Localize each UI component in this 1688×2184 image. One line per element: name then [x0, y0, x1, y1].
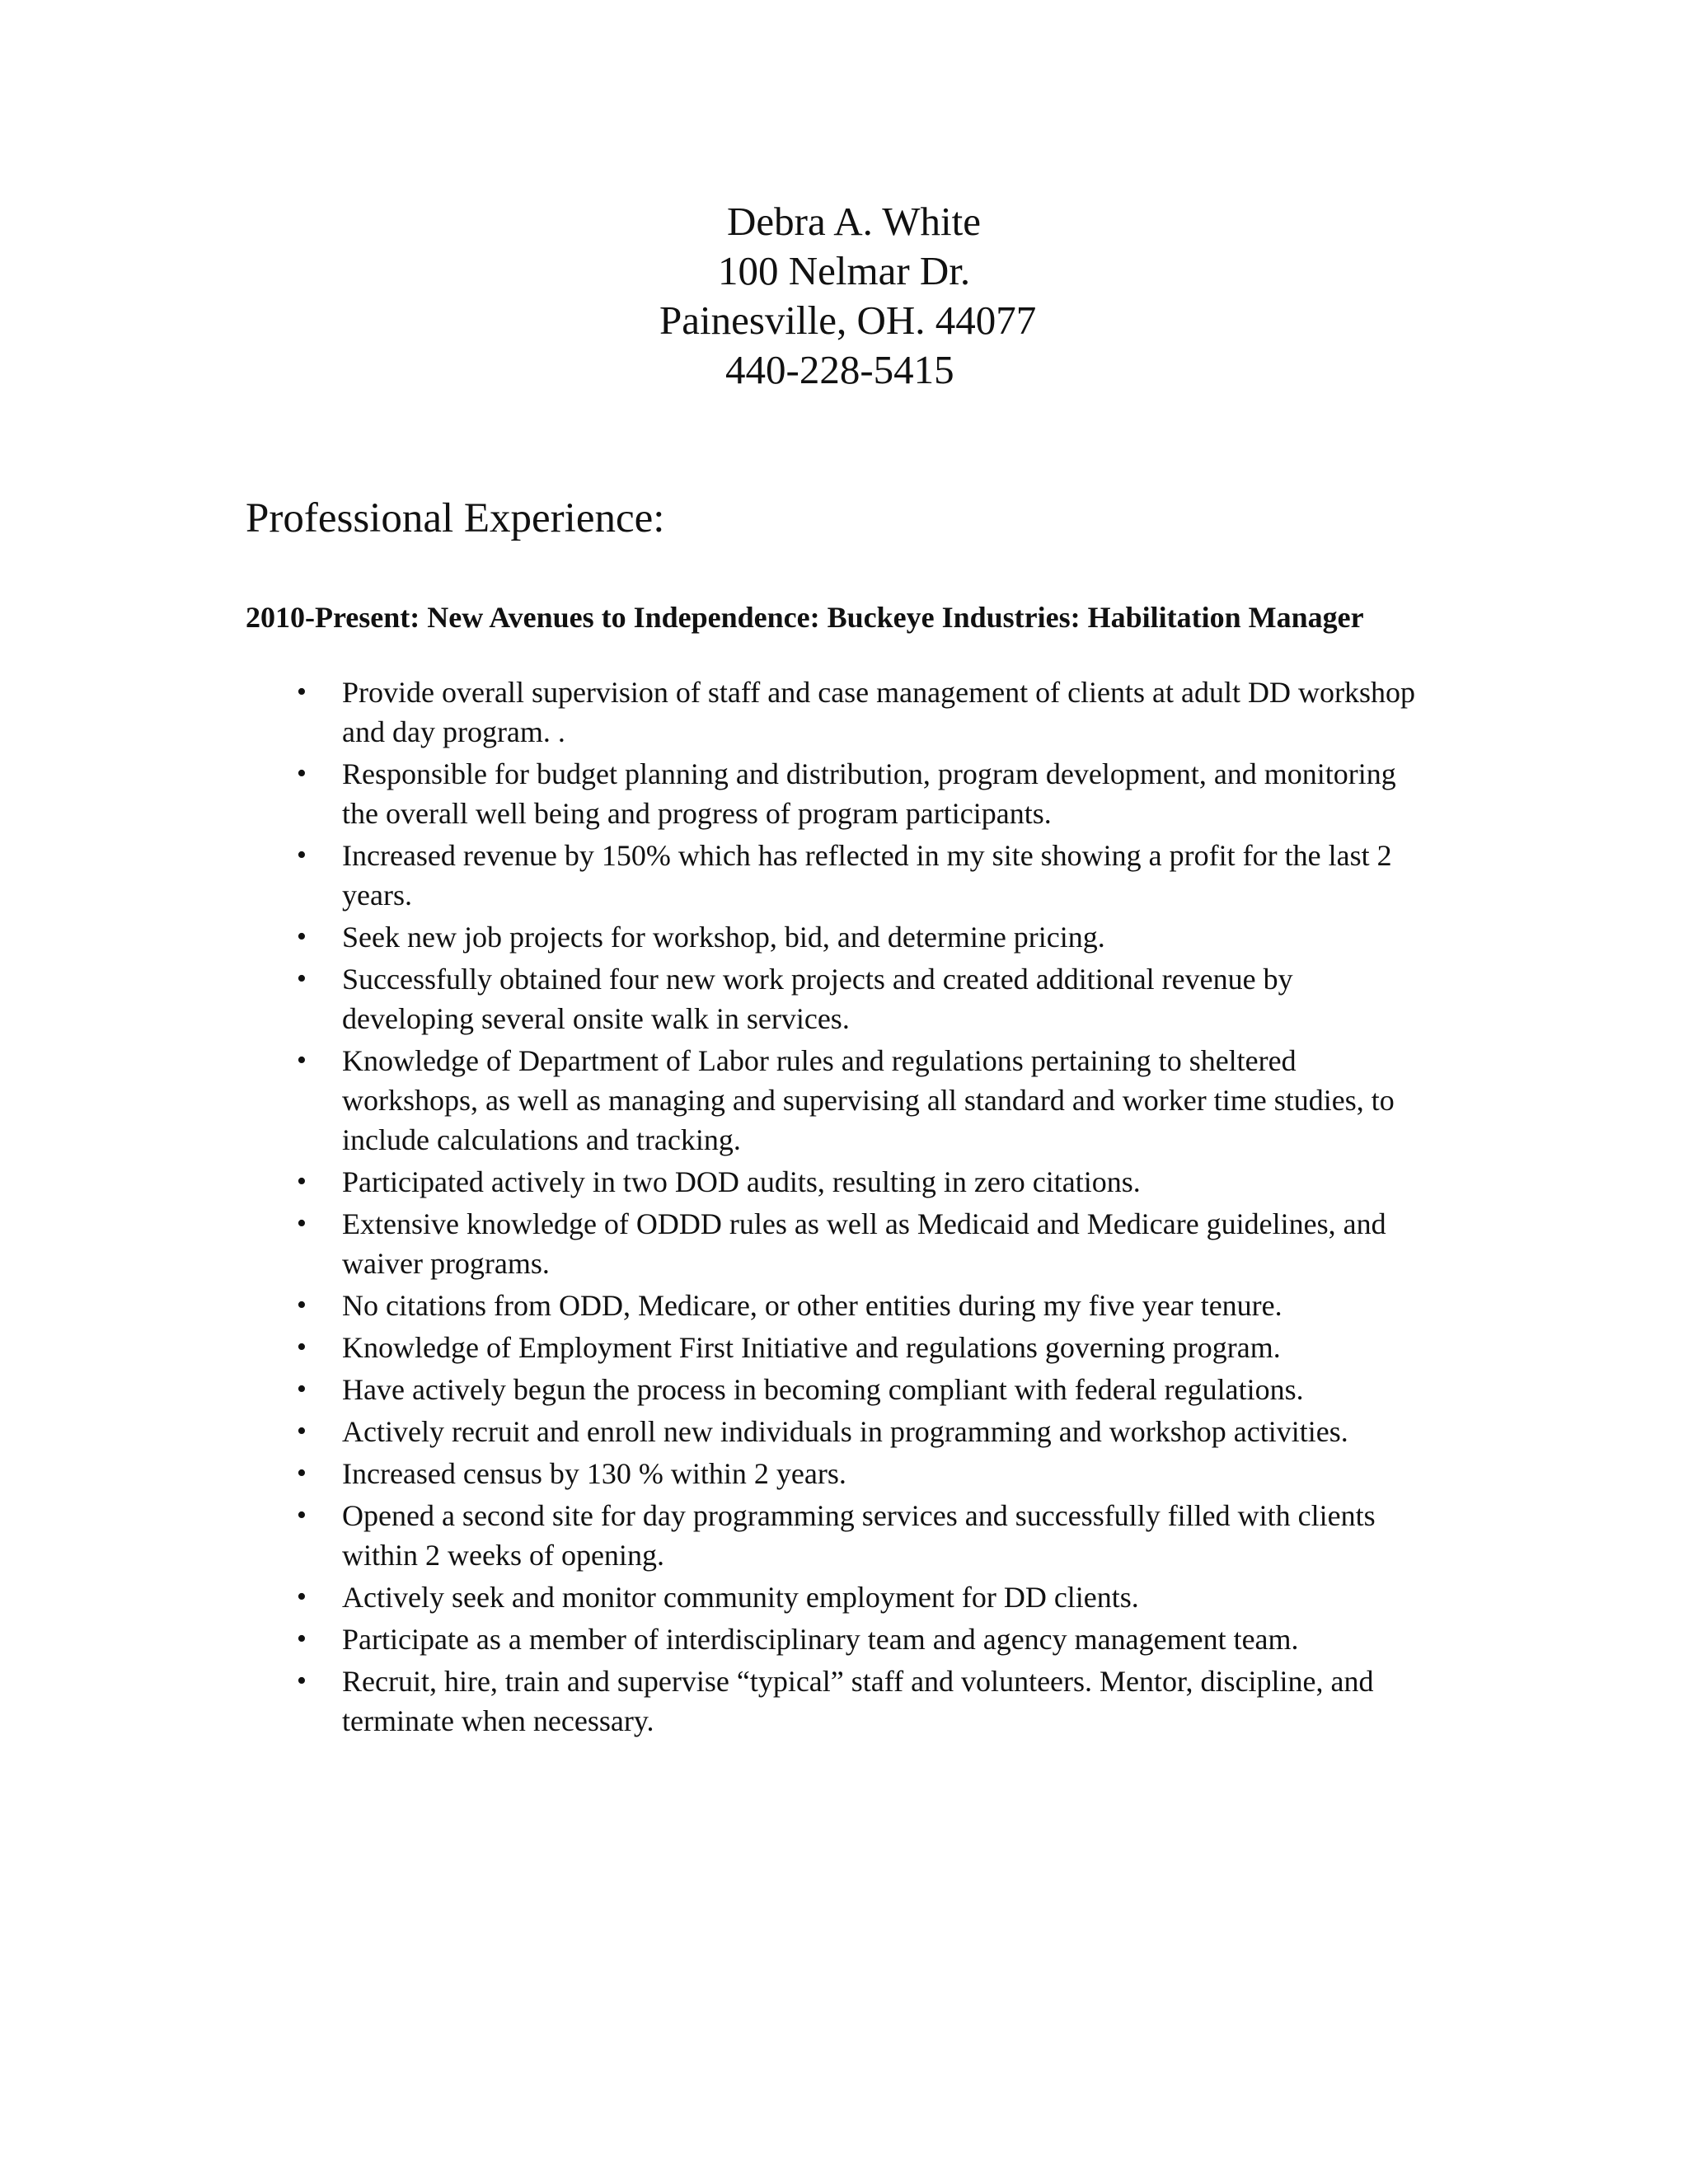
contact-phone: 440-228-5415 — [725, 347, 954, 392]
list-item — [0, 754, 1430, 833]
list-item — [0, 1577, 1430, 1617]
list-item — [0, 1412, 1430, 1451]
bullet-icon: • — [297, 840, 307, 870]
list-item-text: Actively recruit and enroll new individuals in programming and workshop activities. — [342, 1415, 1348, 1448]
bullet-icon: • — [297, 1332, 307, 1362]
list-item-text: Successfully obtained four new work projects and created additional revenue by developing several onsite walk in services. — [342, 963, 1293, 1035]
list-item-text: Knowledge of Employment First Initiative and regulations governing program. — [342, 1331, 1281, 1364]
bullet-icon: • — [297, 1582, 307, 1612]
list-item-text: Extensive knowledge of ODDD rules as well as Medicaid and Medicare guidelines, and waiver programs. — [342, 1207, 1386, 1280]
list-item-text: Responsible for budget planning and distribution, program development, and monitoring the overall well being and progress of program participants. — [342, 757, 1396, 830]
list-item — [0, 917, 1430, 957]
bullet-icon: • — [297, 1624, 307, 1654]
bullet-icon: • — [297, 1290, 307, 1320]
contact-city-state-zip: Painesville, OH. 44077 — [659, 298, 1037, 343]
list-item-text: Recruit, hire, train and supervise “typical” staff and volunteers. Mentor, discipline, and terminate when necessary. — [342, 1665, 1374, 1737]
list-item — [0, 1370, 1430, 1409]
bullet-icon: • — [297, 921, 307, 952]
bullet-icon: • — [297, 1045, 307, 1076]
bullet-icon: • — [297, 758, 307, 789]
list-item-text: Have actively begun the process in becoming compliant with federal regulations. — [342, 1373, 1304, 1406]
bullet-icon: • — [297, 963, 307, 994]
list-item-text: Increased revenue by 150% which has reflected in my site showing a profit for the last 2 years. — [342, 839, 1392, 912]
list-item-text: Opened a second site for day programming services and successfully filled with clients within 2 weeks of opening. — [342, 1499, 1376, 1572]
list-item — [0, 673, 1430, 752]
bullet-icon: • — [297, 1416, 307, 1446]
list-item-text: Participate as a member of interdisciplinary team and agency management team. — [342, 1623, 1299, 1656]
list-item — [0, 1162, 1430, 1202]
list-item-text: No citations from ODD, Medicare, or other entities during my five year tenure. — [342, 1289, 1282, 1322]
contact-street-address: 100 Nelmar Dr. — [718, 248, 971, 293]
job-title: 2010-Present: New Avenues to Independence: Buckeye Industries: Habilitation Manager — [246, 601, 1364, 634]
list-item — [0, 836, 1430, 915]
list-item-text: Knowledge of Department of Labor rules and regulations pertaining to sheltered workshops, as well as managing and supervising all standard and worker time studies, to include calculations and tracking. — [342, 1044, 1395, 1156]
contact-name: Debra A. White — [727, 199, 981, 244]
list-item — [0, 1328, 1430, 1367]
bullet-icon: • — [297, 1208, 307, 1239]
list-item — [0, 1661, 1430, 1741]
list-item — [0, 1496, 1430, 1575]
bullet-icon: • — [297, 1166, 307, 1197]
section-heading-professional-experience: Professional Experience: — [246, 495, 665, 541]
job-responsibilities-list — [0, 673, 1688, 1743]
list-item — [0, 1041, 1430, 1160]
list-item-text: Seek new job projects for workshop, bid, and determine pricing. — [342, 921, 1105, 954]
list-item-text: Increased census by 130 % within 2 years. — [342, 1457, 846, 1490]
list-item — [0, 1619, 1430, 1659]
list-item — [0, 959, 1430, 1038]
bullet-icon: • — [297, 1374, 307, 1404]
bullet-icon: • — [297, 1666, 307, 1696]
list-item — [0, 1454, 1430, 1493]
bullet-icon: • — [297, 677, 307, 707]
list-item-text: Provide overall supervision of staff and case management of clients at adult DD workshop and day program. . — [342, 676, 1415, 748]
bullet-icon: • — [297, 1458, 307, 1488]
bullet-icon: • — [297, 1500, 307, 1530]
list-item — [0, 1286, 1430, 1325]
list-item-text: Participated actively in two DOD audits, resulting in zero citations. — [342, 1165, 1141, 1198]
list-item-text: Actively seek and monitor community employment for DD clients. — [342, 1581, 1139, 1614]
list-item — [0, 1204, 1430, 1283]
